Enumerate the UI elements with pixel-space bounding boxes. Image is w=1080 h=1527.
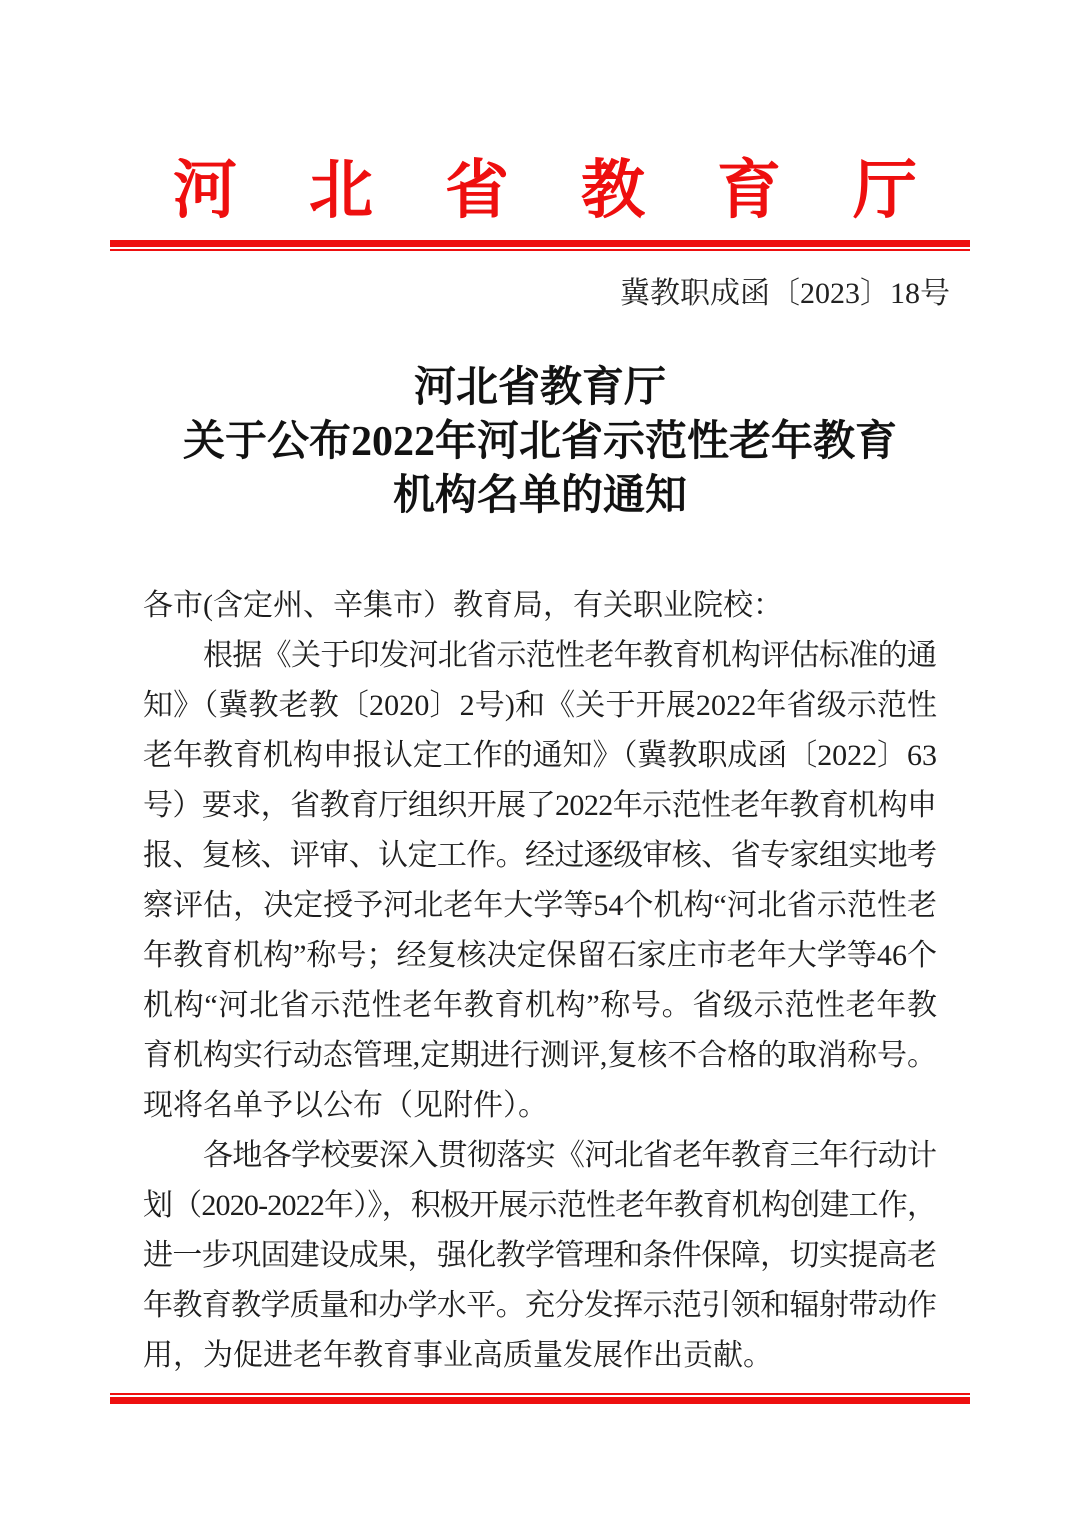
body-line-text: 划（2020-2022年）》，积极开展示范性老年教育机构创建工作，: [143, 1189, 937, 1222]
body-line: [143, 781, 937, 831]
notice-title: [0, 361, 1080, 523]
body-line-text: 年教育教学质量和办学水平。充分发挥示范引领和辐射带动作: [143, 1289, 937, 1322]
body-line-text: 报、复核、评审、认定工作。经过逐级审核、省专家组实地考: [143, 839, 937, 872]
body-line: [143, 1081, 937, 1131]
body-line: [143, 1231, 937, 1281]
paragraphs-container: [143, 631, 937, 1381]
notice-title-line-3: 机构名单的通知: [392, 473, 687, 519]
body-line-text: 老年教育机构申报认定工作的通知》（冀教职成函〔2022〕63: [143, 739, 937, 772]
letterhead-divider-top: [110, 240, 970, 251]
body-line: [143, 1031, 937, 1081]
footer-divider-bottom: [110, 1393, 970, 1404]
salutation-text: 各市(含定州、辛集市）教育局，有关职业院校：: [143, 589, 783, 622]
body-line-text: 号）要求，省教育厅组织开展了2022年示范性老年教育机构申: [143, 789, 937, 822]
body-line: [143, 631, 937, 681]
body-line-text: 察评估，决定授予河北老年大学等54个机构“河北省示范性老: [143, 889, 938, 922]
salutation-line: [143, 581, 937, 631]
letterhead-agency-title: 河北省教育厅: [173, 155, 989, 226]
body-line: [143, 831, 937, 881]
body-line: [143, 1181, 937, 1231]
body-line-text: 机构“河北省示范性老年教育机构”称号。省级示范性老年教: [143, 989, 938, 1022]
body-line-text: 各地各学校要深入贯彻落实《河北省老年教育三年行动计: [203, 1139, 937, 1172]
body-line-text: 知》（冀教老教〔2020〕2号)和《关于开展2022年省级示范性: [143, 689, 938, 722]
body-line-text: 现将名单予以公布（见附件）。: [143, 1089, 548, 1122]
divider-thick-rule: [110, 240, 970, 247]
document-number: 冀教职成函〔2023〕18号: [620, 277, 950, 310]
body-line: [143, 981, 937, 1031]
body-line: [143, 1331, 937, 1381]
paragraph: [143, 631, 937, 1131]
body-line: [143, 931, 937, 981]
divider-thin-rule: [110, 249, 970, 251]
body-line: [143, 1281, 937, 1331]
body-line: [143, 881, 937, 931]
body-line: [143, 681, 937, 731]
body-line-text: 根据《关于印发河北省示范性老年教育机构评估标准的通: [203, 639, 937, 672]
body-line-text: 育机构实行动态管理,定期进行测评,复核不合格的取消称号。: [143, 1039, 937, 1072]
notice-body: [143, 581, 937, 1381]
paragraph: [143, 1131, 937, 1381]
notice-title-line-2: 关于公布2022年河北省示范性老年教育: [182, 419, 897, 465]
body-line: [143, 1131, 937, 1181]
body-line-text: 年教育机构”称号；经复核决定保留石家庄市老年大学等46个: [143, 939, 938, 972]
body-line-text: 用，为促进老年教育事业高质量发展作出贡献。: [143, 1339, 773, 1372]
body-line: [143, 731, 937, 781]
notice-title-line-1: 河北省教育厅: [413, 365, 666, 411]
divider-thick-rule: [110, 1397, 970, 1404]
body-line-text: 进一步巩固建设成果，强化教学管理和条件保障，切实提高老: [143, 1239, 937, 1272]
